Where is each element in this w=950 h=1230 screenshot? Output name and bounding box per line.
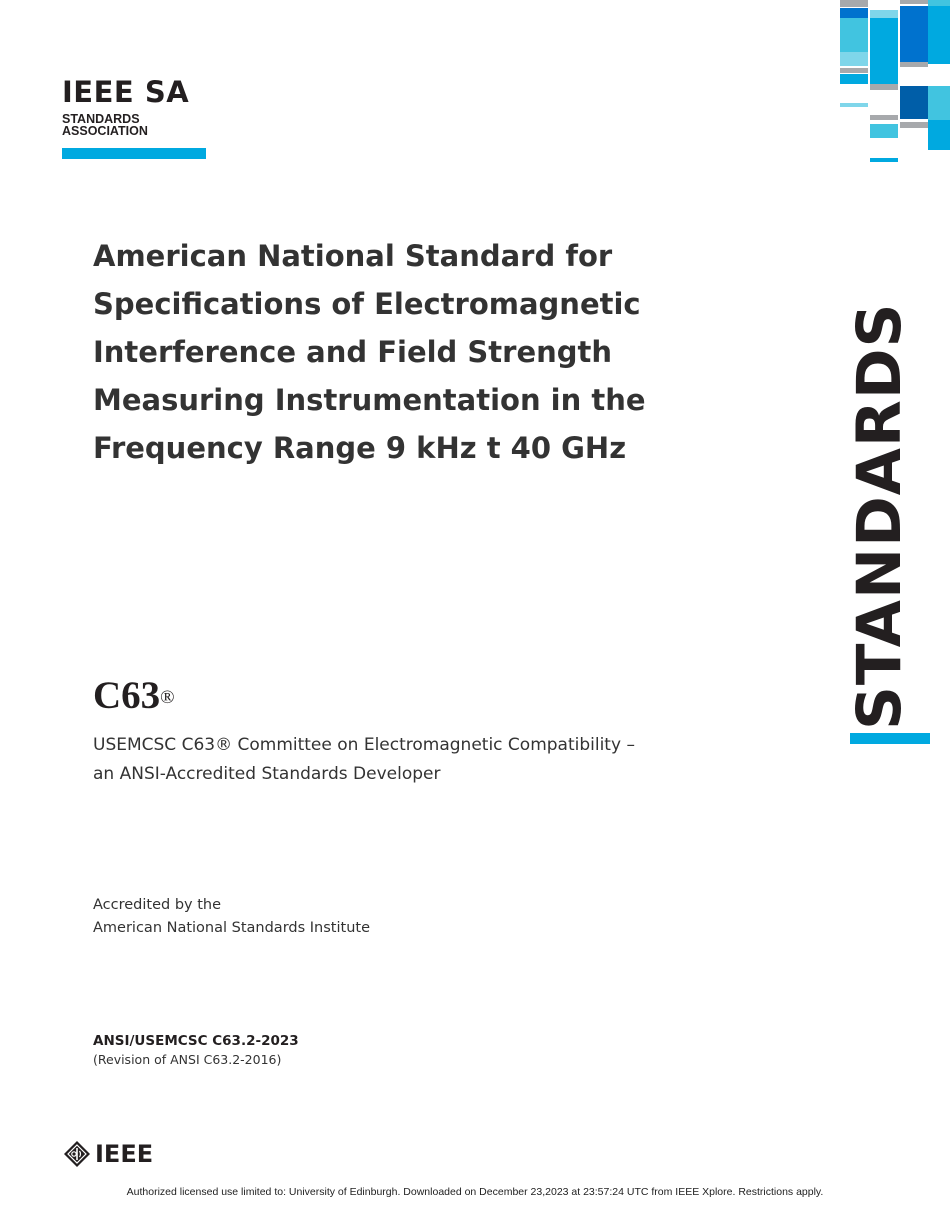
mosaic-tile [840, 0, 868, 7]
mosaic-tile [840, 68, 868, 73]
license-footer: Authorized licensed use limited to: University of Edinburgh. Downloaded on December 23,2023 at 23:57:24 UTC from IEEE Xplore. Restrictions apply. [126, 1186, 824, 1198]
mosaic-tile [870, 115, 898, 120]
mosaic-tile [840, 18, 868, 52]
committee-line-2: an ANSI-Accredited Standards Developer [93, 764, 441, 784]
mosaic-tile [870, 18, 898, 84]
mosaic-tile [870, 84, 898, 90]
mosaic-tile [870, 10, 898, 18]
designation-code: ANSI/USEMCSC C63.2-2023 [93, 1033, 299, 1049]
sa-logo-bar [62, 148, 206, 159]
sa-logo-line-association: ASSOCIATION [62, 124, 148, 138]
decorative-mosaic [840, 0, 950, 165]
mosaic-tile [900, 62, 928, 67]
committee-line-1: USEMCSC C63® Committee on Electromagnetic Compatibility – [93, 735, 635, 755]
ieee-diamond-icon [63, 1140, 91, 1168]
registered-symbol: ® [160, 687, 175, 708]
mosaic-tile [928, 6, 950, 64]
mosaic-tile [900, 122, 928, 128]
ieee-sa-logo [62, 75, 208, 159]
c63-mark-text: C63 [93, 674, 161, 717]
document-title: American National Standard for Specifications of Electromagnetic Interference and Field Strength Measuring Instrumentation in the Frequency Range 9 kHz t 40 GHz [93, 239, 646, 465]
committee-statement [93, 731, 733, 789]
ieee-logo [63, 1139, 153, 1169]
mosaic-tile [928, 86, 950, 120]
mosaic-tile [840, 52, 868, 66]
ieee-wordmark: IEEE [95, 1140, 154, 1168]
sa-logo-wordmark: IEEE SA [62, 75, 190, 109]
mosaic-tile [900, 6, 928, 62]
standards-banner-bar [850, 733, 930, 744]
revision-note: (Revision of ANSI C63.2-2016) [93, 1052, 282, 1067]
c63-mark [93, 672, 175, 720]
accreditation-statement [93, 894, 693, 940]
mosaic-tile [870, 0, 898, 10]
mosaic-tile [840, 74, 868, 84]
mosaic-tile [870, 124, 898, 138]
mosaic-tile [900, 86, 928, 119]
mosaic-tile [900, 0, 928, 4]
mosaic-tile [840, 8, 868, 18]
sa-logo-subtitle [62, 113, 208, 137]
sa-logo-line-standards: STANDARDS [62, 112, 140, 126]
accredited-line-1: Accredited by the [93, 897, 222, 913]
mosaic-tile [928, 120, 950, 150]
mosaic-tile [928, 66, 950, 86]
mosaic-tile [870, 158, 898, 162]
accredited-line-2: American National Standards Institute [93, 920, 370, 936]
standard-designation [93, 1031, 693, 1069]
mosaic-tile [840, 103, 868, 107]
standards-side-banner: STANDARDS [844, 302, 915, 730]
